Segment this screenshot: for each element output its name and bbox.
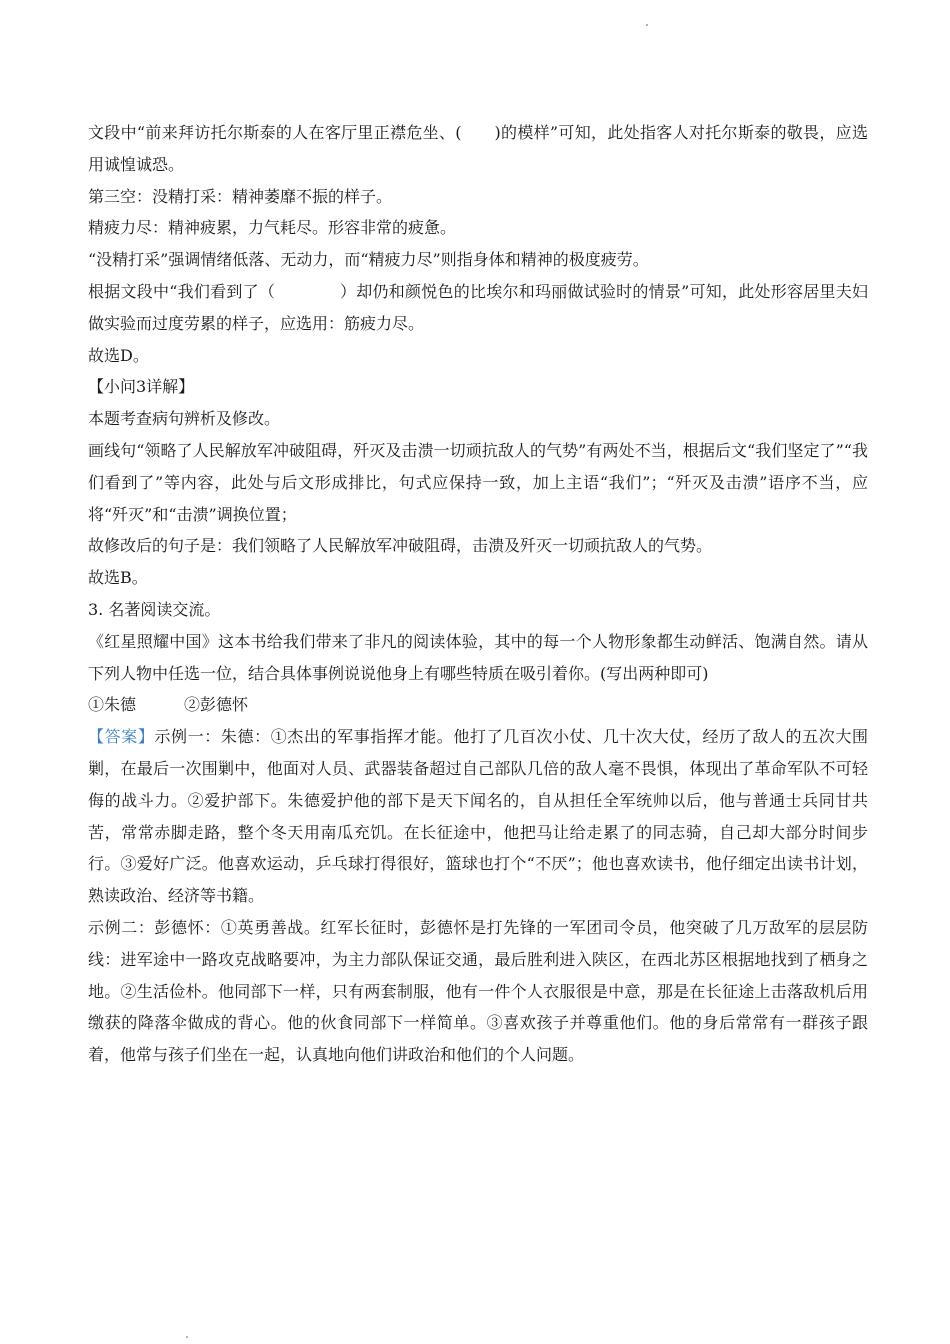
paragraph: 精疲力尽：精神疲累，力气耗尽。形容非常的疲惫。	[88, 218, 457, 238]
page-mark-top	[646, 24, 648, 26]
paragraph: 故选B。	[88, 568, 148, 588]
paragraph: 根据文段中“我们看到了（ ）却仍和颜悦色的比埃尔和玛丽做试验时的情景”可知，此处形容居里夫妇做实验而过度劳累的样子，应选用：筋疲力尽。	[88, 281, 868, 333]
options: ①朱德 ②彭德怀	[88, 695, 249, 715]
paragraph: 故选D。	[88, 345, 149, 365]
paragraph: 故修改后的句子是：我们领略了人民解放军冲破阻碍，击溃及歼灭一切顽抗敌人的气势。	[88, 536, 713, 556]
page-mark-bottom	[186, 1336, 188, 1338]
paragraph: 画线句“领略了人民解放军冲破阻碍，歼灭及击溃一切顽抗敌人的气势”有两处不当，根据后文“我们坚定了”“我们看到了”等内容，此处与后文形成排比，句式应保持一致，加上主语“我们”；“歼灭及击溃”语序不当，应将“歼灭”和“击溃”调换位置；	[88, 440, 868, 524]
answer-text: 示例一：朱德：①杰出的军事指挥才能。他打了几百次小仗、几十次大仗，经历了敌人的五次大围剿，在最后一次围剿中，他面对人员、武器装备超过自己部队几倍的敌人毫不畏惧，体现出了革命军队不可轻侮的战斗力。②爱护部下。朱德爱护他的部下是天下闻名的，自从担任全军统帅以后，他与普通士兵同甘共苦，常常赤脚走路，整个冬天用南瓜充饥。在长征途中，他把马让给走累了的同志骑，自己却大部分时间步行。③爱好广泛。他喜欢运动，乒乓球打得很好，篮球也打个“不厌”；他也喜欢读书，他仔细定出读书计划，熟读政治、经济等书籍。	[88, 727, 868, 906]
paragraph: 第三空：没精打采：精神萎靡不振的样子。	[88, 186, 393, 206]
answer-example-2: 示例二：彭德怀：①英勇善战。红军长征时，彭德怀是打先锋的一军团司令员，他突破了几万敌军的层层防线：进军途中一路攻克战略要冲，为主力部队保证交通，最后胜利进入陕区，在西北苏区根据地找到了栖身之地。②生活俭朴。他同部下一样，只有两套制服，他有一件个人衣服很是中意，那是在长征途上击落敌机后用缴获的降落伞做成的背心。他的伙食同部下一样简单。③喜欢孩子并尊重他们。他的身后常常有一群孩子跟着，他常与孩子们坐在一起，认真地向他们讲政治和他们的个人问题。	[88, 917, 868, 1065]
paragraph: “没精打采”强调情绪低落、无动力，而“精疲力尽”则指身体和精神的极度疲劳。	[88, 250, 649, 270]
section-heading: 【小问3详解】	[88, 377, 195, 397]
paragraph: 文段中“前来拜访托尔斯泰的人在客厅里正襟危坐、( )的模样”可知，此处指客人对托尔斯泰的敬畏，应选用诚惶诚恐。	[88, 123, 868, 174]
answer-tag: 【答案】	[88, 727, 155, 747]
answer-paragraph	[88, 721, 868, 912]
paragraph: 《红星照耀中国》这本书给我们带来了非凡的阅读体验，其中的每一个人物形象都生动鲜活、饱满自然。请从下列人物中任选一位，结合具体事例说说他身上有哪些特质在吸引着你。(写出两种即可)	[88, 631, 868, 683]
paragraph: 本题考查病句辨析及修改。	[88, 409, 281, 429]
document-body	[88, 117, 868, 1071]
question-title: 3. 名著阅读交流。	[88, 599, 221, 619]
